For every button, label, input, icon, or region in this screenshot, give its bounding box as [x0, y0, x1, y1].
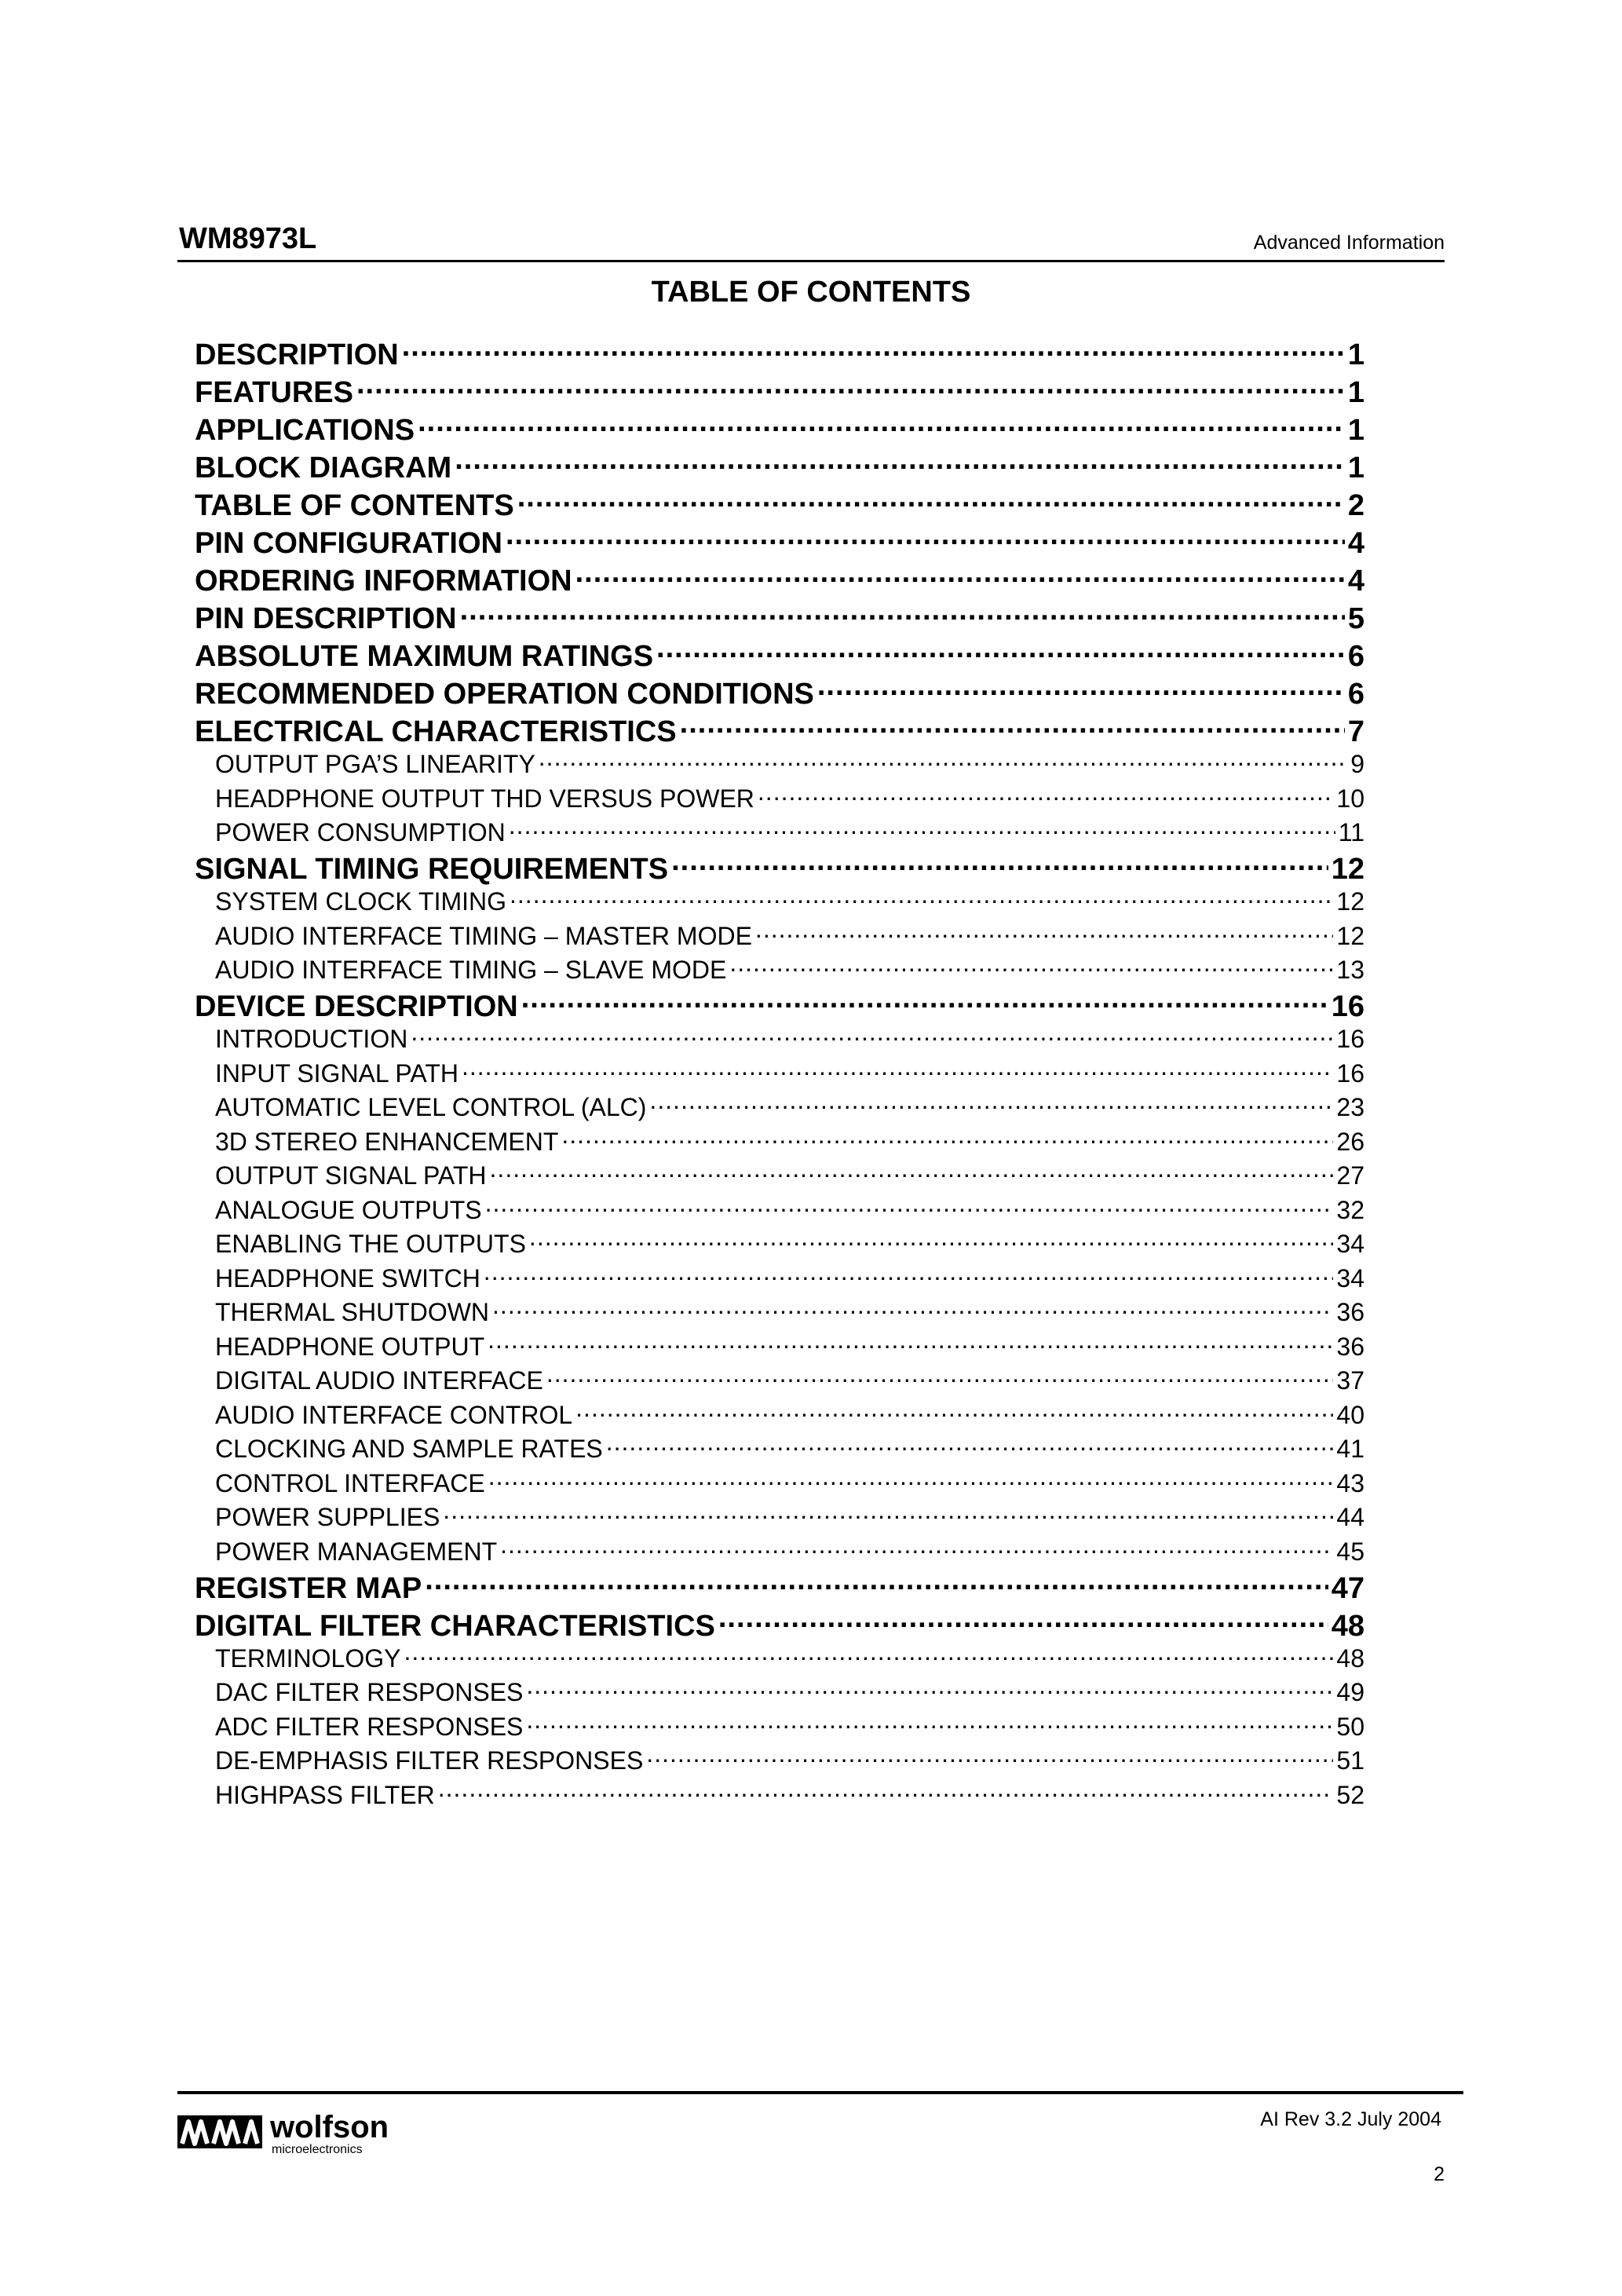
toc-entry-label: HEADPHONE OUTPUT	[215, 1332, 485, 1361]
toc-dot-leader	[758, 776, 1334, 807]
toc-entry[interactable]	[215, 1738, 1364, 1776]
toc-entry-label: ABSOLUTE MAXIMUM RATINGS	[195, 640, 654, 673]
toc-dot-leader	[575, 554, 1345, 590]
toc-entry-label: TERMINOLOGY	[215, 1643, 401, 1673]
toc-entry-label: CLOCKING AND SAMPLE RATES	[215, 1435, 603, 1463]
toc-entry-page: 49	[1336, 1678, 1364, 1706]
toc-dot-leader	[517, 479, 1345, 515]
toc-entry-page: 9	[1350, 750, 1364, 778]
toc-entry-page: 1	[1347, 338, 1364, 371]
toc-dot-leader	[671, 843, 1328, 879]
toc-entry-page: 6	[1347, 678, 1364, 711]
toc-entry-page: 16	[1336, 1025, 1364, 1053]
toc-entry[interactable]	[215, 1256, 1364, 1294]
toc-entry[interactable]	[215, 1187, 1364, 1226]
toc-entry-page: 16	[1336, 1058, 1364, 1088]
toc-dot-leader	[526, 1704, 1333, 1735]
toc-dot-leader	[561, 1119, 1333, 1150]
toc-entry-label: DESCRIPTION	[195, 338, 399, 371]
toc-entry[interactable]	[215, 1426, 1364, 1464]
toc-entry[interactable]	[215, 879, 1364, 917]
toc-entry-label: POWER SUPPLIES	[215, 1503, 440, 1531]
document-part-number: WM8973L	[179, 222, 317, 255]
toc-dot-leader	[755, 913, 1333, 945]
toc-dot-leader	[529, 1221, 1333, 1252]
toc-entry-label: POWER CONSUMPTION	[215, 818, 506, 846]
toc-entry[interactable]	[215, 1016, 1364, 1055]
logo-name: wolfson	[270, 2111, 389, 2144]
toc-entry[interactable]	[215, 741, 1364, 780]
toc-dot-leader	[500, 1529, 1333, 1560]
logo-subtitle: microelectronics	[272, 2143, 363, 2156]
toc-entry-label: PIN CONFIGURATION	[195, 527, 502, 560]
toc-dot-leader	[729, 947, 1333, 978]
toc-dot-leader	[488, 1324, 1333, 1355]
toc-entry-page: 12	[1336, 921, 1364, 950]
toc-entry-page: 12	[1336, 887, 1364, 916]
toc-entry[interactable]	[215, 1461, 1364, 1499]
toc-entry-page: 4	[1347, 527, 1364, 560]
toc-entry[interactable]	[215, 1669, 1364, 1708]
toc-entry-label: TABLE OF CONTENTS	[195, 489, 514, 522]
toc-entry-label: DIGITAL AUDIO INTERFACE	[215, 1366, 543, 1395]
toc-entry-label: 3D STEREO ENHANCEMENT	[215, 1127, 559, 1156]
toc-dot-leader	[575, 1392, 1333, 1424]
revision-date: AI Rev 3.2 July 2004	[1260, 2108, 1441, 2130]
toc-entry-page: 27	[1336, 1161, 1364, 1190]
toc-entry-label: AUDIO INTERFACE TIMING – MASTER MODE	[215, 921, 752, 950]
toc-entry-page: 1	[1347, 414, 1364, 447]
toc-dot-leader	[539, 741, 1347, 773]
toc-entry-label: HIGHPASS FILTER	[215, 1780, 435, 1809]
toc-dot-leader	[411, 1016, 1333, 1047]
toc-entry[interactable]	[215, 1494, 1364, 1533]
toc-entry[interactable]	[215, 1704, 1364, 1742]
toc-dot-leader	[425, 1562, 1328, 1598]
toc-entry[interactable]	[215, 776, 1364, 814]
toc-entry-label: INPUT SIGNAL PATH	[215, 1058, 458, 1088]
toc-entry-page: 51	[1336, 1746, 1364, 1775]
toc-dot-leader	[509, 810, 1335, 841]
toc-entry-label: ELECTRICAL CHARACTERISTICS	[195, 715, 677, 748]
toc-entry[interactable]	[215, 1153, 1364, 1191]
toc-entry-page: 40	[1336, 1400, 1364, 1429]
page-number: 2	[1434, 2163, 1445, 2185]
toc-entry-page: 4	[1347, 565, 1364, 598]
toc-dot-leader	[521, 980, 1328, 1016]
toc-dot-leader	[606, 1426, 1334, 1457]
toc-entry-label: POWER MANAGEMENT	[215, 1537, 498, 1566]
toc-entry[interactable]	[215, 1119, 1364, 1157]
toc-dot-leader	[462, 1051, 1333, 1082]
toc-dot-leader	[492, 1289, 1333, 1321]
toc-entry-page: 10	[1336, 784, 1364, 813]
toc-dot-leader	[490, 1153, 1334, 1184]
toc-dot-leader	[510, 879, 1333, 910]
toc-entry-page: 48	[1331, 1609, 1364, 1643]
toc-dot-leader	[526, 1669, 1333, 1701]
table-of-contents	[195, 0, 1364, 2296]
toc-entry-page: 41	[1336, 1435, 1364, 1463]
toc-entry-page: 45	[1336, 1537, 1364, 1566]
toc-entry-page: 32	[1336, 1195, 1364, 1224]
toc-entry-page: 36	[1336, 1332, 1364, 1361]
toc-entry-page: 34	[1336, 1263, 1364, 1292]
toc-entry-label: OUTPUT PGA’S LINEARITY	[215, 750, 535, 778]
toc-entry-page: 43	[1336, 1468, 1364, 1497]
wolfson-logo	[177, 2111, 437, 2158]
toc-entry[interactable]	[215, 1358, 1364, 1396]
toc-entry-label: HEADPHONE SWITCH	[215, 1263, 480, 1292]
toc-entry-label: ENABLING THE OUTPUTS	[215, 1230, 526, 1258]
toc-dot-leader	[443, 1494, 1333, 1526]
toc-entry-label: REGISTER MAP	[195, 1571, 422, 1605]
toc-entry[interactable]	[215, 1636, 1364, 1674]
toc-dot-leader	[418, 404, 1345, 440]
toc-entry-label: AUDIO INTERFACE CONTROL	[215, 1400, 573, 1429]
toc-entry-label: RECOMMENDED OPERATION CONDITIONS	[195, 678, 814, 711]
toc-dot-leader	[649, 1084, 1333, 1116]
footer-divider	[177, 2091, 1463, 2094]
toc-entry[interactable]	[215, 1051, 1364, 1089]
toc-dot-leader	[484, 1256, 1334, 1287]
toc-entry-label: SYSTEM CLOCK TIMING	[215, 887, 507, 916]
toc-entry-label: BLOCK DIAGRAM	[195, 452, 452, 484]
toc-dot-leader	[460, 592, 1345, 628]
toc-entry[interactable]	[215, 1221, 1364, 1260]
toc-dot-leader	[646, 1738, 1333, 1769]
toc-entry-page: 13	[1336, 956, 1364, 984]
toc-dot-leader	[817, 667, 1345, 704]
toc-entry-label: DEVICE DESCRIPTION	[195, 990, 518, 1023]
toc-dot-leader	[546, 1358, 1334, 1389]
toc-entry[interactable]	[215, 1324, 1364, 1362]
toc-entry-page: 26	[1336, 1127, 1364, 1156]
toc-entry-label: THERMAL SHUTDOWN	[215, 1298, 490, 1326]
toc-dot-leader	[485, 1187, 1334, 1219]
toc-entry-page: 47	[1331, 1571, 1364, 1605]
toc-entry[interactable]	[215, 1289, 1364, 1328]
toc-entry-page: 37	[1336, 1366, 1364, 1395]
toc-entry-page: 16	[1331, 990, 1364, 1023]
toc-entry-label: DAC FILTER RESPONSES	[215, 1678, 524, 1706]
toc-dot-leader	[356, 366, 1345, 402]
toc-entry-page: 36	[1336, 1298, 1364, 1326]
toc-entry-page: 48	[1336, 1643, 1364, 1673]
toc-entry-label: INTRODUCTION	[215, 1025, 408, 1053]
toc-entry-page: 2	[1347, 489, 1364, 522]
toc-entry-page: 50	[1336, 1712, 1364, 1741]
page-title: TABLE OF CONTENTS	[651, 276, 971, 309]
toc-dot-leader	[455, 441, 1345, 477]
toc-entry-label: PIN DESCRIPTION	[195, 602, 457, 635]
toc-entry[interactable]	[215, 1392, 1364, 1431]
toc-dot-leader	[680, 705, 1345, 741]
toc-entry-label: OUTPUT SIGNAL PATH	[215, 1161, 487, 1190]
toc-dot-leader	[506, 517, 1345, 553]
toc-entry[interactable]	[215, 1084, 1364, 1123]
toc-entry-page: 6	[1347, 640, 1364, 673]
toc-entry-label: AUDIO INTERFACE TIMING – SLAVE MODE	[215, 956, 727, 984]
toc-entry-page: 12	[1331, 853, 1364, 886]
toc-dot-leader	[404, 1636, 1333, 1667]
toc-entry[interactable]	[215, 913, 1364, 952]
toc-dot-leader	[488, 1461, 1334, 1492]
toc-entry-label: DE-EMPHASIS FILTER RESPONSES	[215, 1746, 644, 1775]
toc-entry-page: 7	[1347, 715, 1364, 748]
toc-entry-label: APPLICATIONS	[195, 414, 415, 447]
toc-entry-label: SIGNAL TIMING REQUIREMENTS	[195, 853, 669, 886]
toc-entry[interactable]	[215, 1772, 1364, 1811]
toc-entry-page: 52	[1336, 1780, 1364, 1809]
toc-entry-label: ANALOGUE OUTPUTS	[215, 1195, 482, 1224]
toc-entry-label: AUTOMATIC LEVEL CONTROL (ALC)	[215, 1093, 647, 1121]
toc-dot-leader	[438, 1772, 1334, 1804]
toc-entry-page: 1	[1347, 452, 1364, 484]
toc-entry-label: ADC FILTER RESPONSES	[215, 1712, 524, 1741]
document-status: Advanced Information	[1253, 232, 1445, 254]
toc-entry-label: HEADPHONE OUTPUT THD VERSUS POWER	[215, 784, 754, 813]
toc-entry-page: 1	[1347, 376, 1364, 409]
toc-entry-page: 11	[1338, 818, 1364, 846]
toc-dot-leader	[656, 630, 1345, 666]
toc-dot-leader	[718, 1600, 1328, 1636]
toc-entry-page: 34	[1336, 1230, 1364, 1258]
toc-entry-label: DIGITAL FILTER CHARACTERISTICS	[195, 1609, 715, 1643]
toc-dot-leader	[402, 328, 1345, 364]
toc-entry-label: FEATURES	[195, 376, 353, 409]
toc-entry-page: 44	[1336, 1503, 1364, 1531]
toc-entry-page: 5	[1347, 602, 1364, 635]
toc-entry-page: 23	[1336, 1093, 1364, 1121]
toc-entry-label: ORDERING INFORMATION	[195, 565, 572, 598]
toc-entry-label: CONTROL INTERFACE	[215, 1468, 485, 1497]
